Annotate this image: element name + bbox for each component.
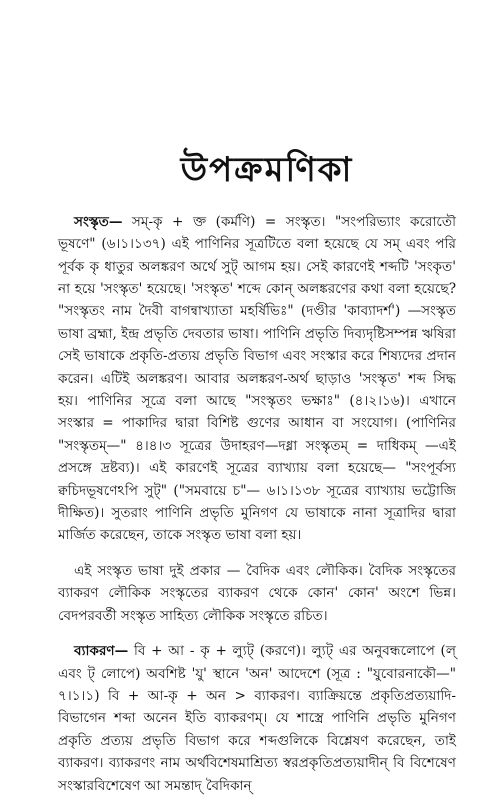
paragraph-sanskrit	[58, 211, 456, 547]
paragraph-text: সম্-কৃ + ক্ত (কর্মণি) = সংস্কৃত। "সংপরিভ্যাং করোতৌ ভূষণে" (৬।১।১৩৭) এই পাণিনির সূত্রটিতে বলা হয়েছে যে সম্ এবং পরি পূর্বক কৃ ধাতুর অলঙ্করণ অর্থে সুট্ আগম হয়। সেই কারণেই শব্দটি 'সংকৃত' না হয়ে 'সংস্কৃত' হয়েছে। 'সংস্কৃত' শব্দে কোন্ অলঙ্করণের কথা বলা হয়েছে? "সংস্কৃতং নাম দৈবী বাগন্বাখ্যাতা মহর্ষিভিঃ" (দণ্ডীর 'কাব্যাদর্শ') —সংস্কৃত ভাষা ব্রহ্মা, ইন্দ্র প্রভৃতি দেবতার ভাষা। পাণিনি প্রভৃতি দিব্যদৃষ্টিসম্পন্ন ঋষিরা সেই ভাষাকে প্রকৃতি-প্রত্যয় প্রভৃতি বিভাগ এবং সংস্কার করে শিষ্যদের প্রদান করেন। এটিই অলঙ্করণ। আবার অলঙ্করণ-অর্থ ছাড়াও 'সংস্কৃত' শব্দ সিদ্ধ হয়। পাণিনির সূত্রে বলা আছে "সংস্কৃতং ভক্ষাঃ" (৪।২।১৬)। এখানে সংস্কার = পাকাদির দ্বারা বিশিষ্ট গুণের আধান বা সংযোগ। (পাণিনির "সংস্কৃতম্—" ৪।৪।৩ সূত্রের উদাহরণ—দধ্না সংস্কৃতম্ = দাধিকম্ —এই প্রসঙ্গে দ্রষ্টব্য)। এই কারণেই সূত্রের ব্যাখ্যায় বলা হয়েছে— "সংপূর্বস্য ক্বচিদভূষণেঽপি সুট্" ("সমবায়ে চ"— ৬।১।১৩৮ সূত্রের ব্যাখ্যায় ভট্টোজি দীক্ষিত)। সুতরাং পাণিনি প্রভৃতি মুনিগণ যে ভাষাকে নানা সূত্রাদির দ্বারা মার্জিত করেছেন, তাকে সংস্কৃত ভাষা বলা হয়।	[58, 213, 456, 544]
paragraph-vyakarana	[58, 640, 456, 797]
paragraph-types	[58, 560, 456, 627]
paragraph-text: বি + আ - কৃ + ল্যুট্ (করণে)। ল্যুট্ এর অনুবন্ধলোপে (ল্ এবং ট্ লোপে) অবশিষ্ট 'যু' স্থানে 'অন' আদেশে (সূত্র : "যুবোরনাকৌ—" ৭।১।১) বি + আ-কৃ + অন > ব্যাকরণ। ব্যাক্রিয়ন্তে প্রকৃতিপ্রত্যয়াদি-বিভাগেন শব্দা অনেন ইতি ব্যাকরণম্। যে শাস্ত্রে পাণিনি প্রভৃতি মুনিগণ প্রকৃতি প্রত্যয় প্রভৃতি বিভাগ করে শব্দগুলিকে বিশ্লেষণ করেছেন, তাই ব্যাকরণ। ব্যাকরণং নাম অর্থবিশেষমাশ্রিত্য স্বরপ্রকৃতিপ্রত্যয়াদীন্ বি বিশেষেণ সংস্কারবিশেষেণ আ সমন্তাদ্ বৈদিকান্	[58, 643, 456, 794]
term-sanskrit: সংস্কৃত—	[74, 213, 123, 230]
paragraph-text: এই সংস্কৃত ভাষা দুই প্রকার — বৈদিক এবং লৌকিক। বৈদিক সংস্কৃতের ব্যাকরণ লৌকিক সংস্কৃতের ব্যাকরণ থেকে কোন' কোন' অংশে ভিন্ন। বেদপরবর্তী সংস্কৃত সাহিত্য লৌকিক সংস্কৃতে রচিত।	[58, 562, 456, 624]
page-title: উপক্রমণিকা	[180, 150, 354, 190]
term-vyakarana: ব্যাকরণ—	[74, 643, 129, 660]
